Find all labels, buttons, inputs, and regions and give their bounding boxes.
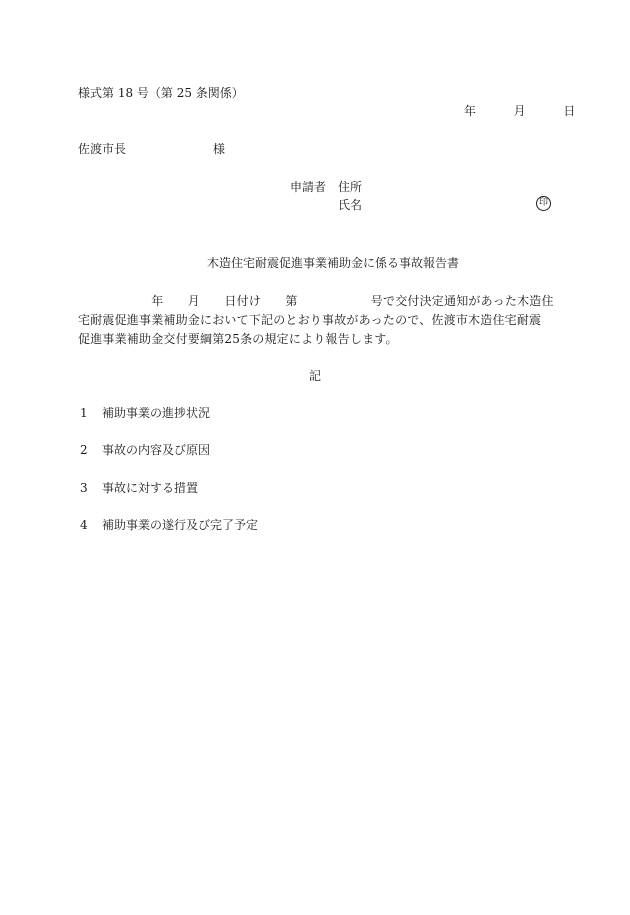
seal-icon: 印 <box>536 196 551 211</box>
list-item <box>80 444 210 456</box>
ki-heading: 記 <box>309 369 322 383</box>
applicant-address-label: 住所 <box>338 180 363 194</box>
date-line <box>464 105 575 117</box>
applicant-role-label: 申請者 <box>290 180 327 194</box>
list-item <box>80 407 210 419</box>
report-body-paragraph <box>78 292 556 349</box>
body-line: 年 月 日付け 第 号で交付決定通知があった木造住 <box>78 294 554 308</box>
list-item <box>80 519 258 531</box>
date-year-label: 年 <box>464 104 477 118</box>
item-number: 3 <box>80 481 88 495</box>
item-number: 1 <box>80 406 88 420</box>
addressee-honorific: 様 <box>213 142 226 156</box>
addressee-name: 佐渡市長 <box>78 142 127 156</box>
list-item <box>80 482 198 494</box>
date-month-label: 月 <box>513 104 526 118</box>
body-line: 宅耐震促進事業補助金において下記のとおり事故があったので、佐渡市木造住宅耐震 <box>78 313 542 327</box>
item-text: 補助事業の進捗状況 <box>102 406 211 420</box>
item-text: 事故の内容及び原因 <box>102 443 211 457</box>
document-title: 木造住宅耐震促進事業補助金に係る事故報告書 <box>207 256 460 270</box>
item-text: 事故に対する措置 <box>102 481 199 495</box>
body-line: 促進事業補助金交付要綱第25条の規定により報告します。 <box>78 332 398 346</box>
item-number: 2 <box>80 443 88 457</box>
date-day-label: 日 <box>563 104 576 118</box>
item-number: 4 <box>80 518 88 532</box>
applicant-name-label: 氏名 <box>338 198 363 212</box>
form-number-header: 様式第 18 号（第 25 条関係） <box>78 86 244 100</box>
item-text: 補助事業の遂行及び完了予定 <box>102 518 259 532</box>
